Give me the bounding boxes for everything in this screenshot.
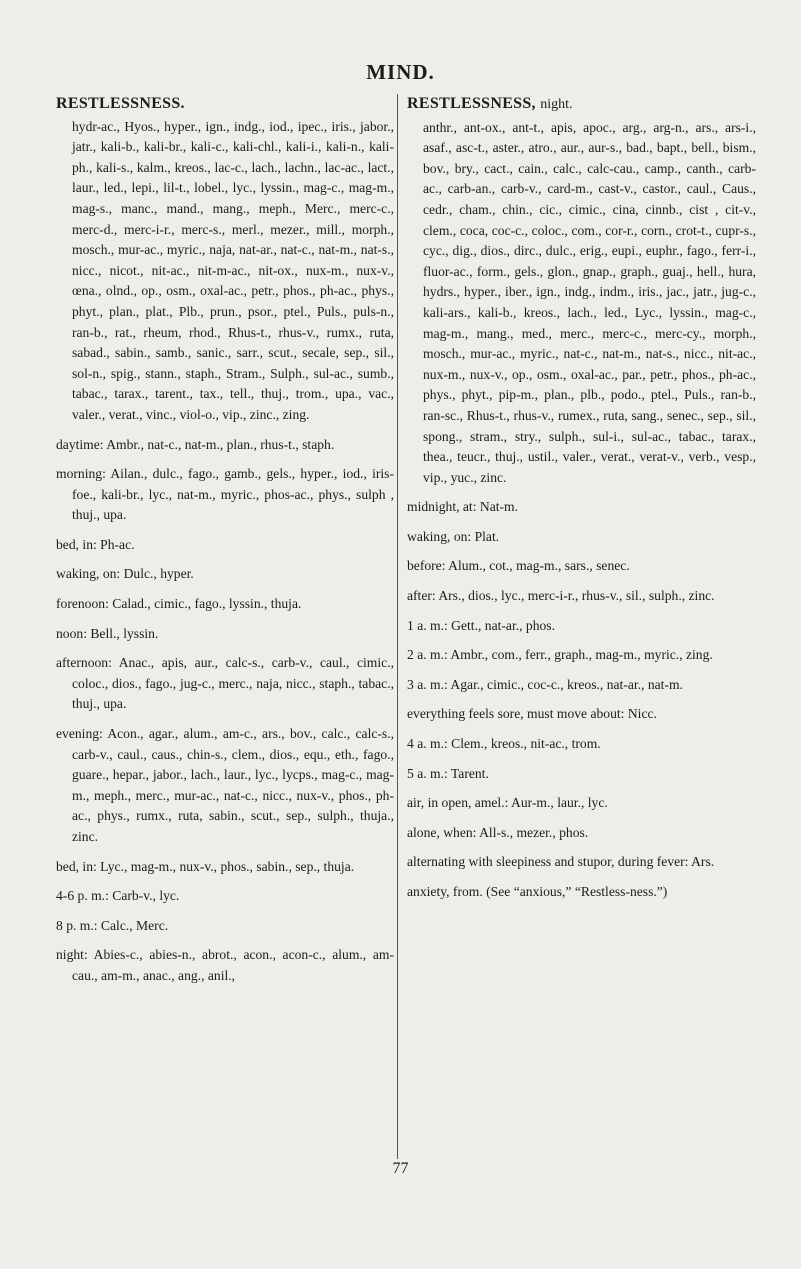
rubric-midnight-waking: waking, on: Plat. — [407, 528, 500, 544]
rubric-evening-bed: bed, in: Lyc., mag-m., nux-v., phos., sabin., sep., thuja. — [56, 858, 355, 874]
left-column — [56, 94, 394, 996]
rubric-3-am-sore: everything feels sore, must move about: Nicc. — [407, 706, 657, 722]
rubric-morning-bed: bed, in: Ph-ac. — [56, 536, 135, 552]
rubric-4-6-pm: 4-6 p. m.: Carb-v., lyc. — [56, 888, 180, 904]
rubric-open-air: air, in open, amel.: Aur-m., laur., lyc. — [407, 795, 608, 811]
page-number: 77 — [392, 1160, 409, 1177]
rubric-night-continued: anthr., ant-ox., ant-t., apis, apoc., arg., arg-n., ars., ars-i., asaf., asc-t., aster., atro., aur., aur-s., bad., bapt., bell., bism., bov., bry., cact., cain., calc., calc-cau., camp., canth., carb-ac., carb-an., carb-v., card-m., cast-v., castor., caul., Caus., cedr., cham., chin., cic., cimic., cina, cinnb., cist , cit-v., clem., coca, coc-c., coloc., com., cor-r., corn., crot-t., cupr-s., cyc., dig., dios., dirc., dulc., erig., eupi., euphr., fago., ferr-i., fluor-ac., form., gels., glon., gnap., graph., guaj., hell., hura, hydrs., hyper., iber., ign., indg., indm., iris., jac., jatr., jug-c., kali-ars., kali-b., kreos., lach., led., Lyc., lyssin., mag-c., mag-m., mang., med., merc., merc-c., merc-cy., morph., mosch., mur-ac., myric., nat-c., nat-m., nat-s., nicc., nit-ac., nux-m., nux-v., op., osm., oxal-ac., par., petr., phos., ph-ac., phys., phyt., pip-m., plan., plb., podo., ptel., Puls., ran-b., ran-sc., Rhus-t., rhus-v., rumex., ruta, sang., senec., sep., sil., spong., stram., stry., sulph., sul-i., sul-ac., tabac., tarax., thea., teucr., thuj., ustil., valer., verat., verat-v., verb., vesp., vip., yuc., zinc. — [423, 119, 756, 485]
rubric-afternoon: afternoon: Anac., apis, aur., calc-s., carb-v., caul., cimic., coloc., dios., fago., jug-c., merc., naja, nicc., staph., tabac., thuj., upa. — [56, 655, 394, 712]
rubric-4-am: 4 a. m.: Clem., kreos., nit-ac., trom. — [407, 736, 601, 752]
rubric-5-am: 5 a. m.: Tarent. — [407, 765, 489, 781]
running-head: MIND. — [366, 60, 435, 84]
rubric-daytime: daytime: Ambr., nat-c., nat-m., plan., rhus-t., staph. — [56, 436, 335, 452]
rubric-1-am: 1 a. m.: Gett., nat-ar., phos. — [407, 617, 555, 633]
heading-main: RESTLESSNESS, — [407, 95, 536, 112]
rubric-3-am: 3 a. m.: Agar., cimic., coc-c., kreos., nat-ar., nat-m. — [407, 676, 683, 692]
rubric-anxiety: anxiety, from. (See “anxious,” “Restless-ness.”) — [407, 884, 668, 899]
heading-sub: night. — [540, 97, 573, 112]
rubric-forenoon: forenoon: Calad., cimic., fago., lyssin., thuja. — [56, 596, 302, 612]
rubric-main-remedies: hydr-ac., Hyos., hyper., ign., indg., iod., ipec., iris., jabor., jatr., kali-b., kali-br., kali-c., kali-chl., kali-i., kali-n., kali-ph., kali-s., kalm., kreos., lac-c., lach., lachn., lac-ac., lact., laur., led., lepi., lil-t., lobel., lyc., lyssin., mag-c., mag-m., mag-s., manc., mand., mang., meph., Merc., merc-c., merc-d., merc-i-r., merc-s., merl., mezer., mill., morph., mosch., mur-ac., myric., naja, nat-ar., nat-c., nat-m., nat-s., nicc., nicot., nit-ac., nit-m-ac., nit-ox., nux-m., nux-v., œna., olnd., op., osm., oxal-ac., petr., phos., ph-ac., phys., phyt., plan., plat., Plb., prun., psor., ptel., Puls., puls-n., ran-b., rat., rheum, rhod., Rhus-t., rhus-v., rumx., ruta, sabad., sabin., samb., sanic., sarr., scut., secale, sep., sil., sol-n., spig., stann., staph., Stram., Sulph., sul-ac., sumb., tabac., tarax., tarent., tax., tell., thuj., trom., upa., vac., valer., verat., vinc., viol-o., vip., zinc., zing. — [72, 118, 394, 422]
rubric-2-am: 2 a. m.: Ambr., com., ferr., graph., mag-m., myric., zing. — [407, 647, 713, 663]
rubric-morning: morning: Ailan., dulc., fago., gamb., gels., hyper., iod., iris-foe., kali-br., lyc., nat-m., myric., phos-ac., phys., sulph , thuj., upa. — [56, 466, 394, 523]
rubric-alternating: alternating with sleepiness and stupor, during fever: Ars. — [407, 854, 715, 870]
section-heading-restlessness-night — [407, 94, 756, 116]
rubric-after-midnight: after: Ars., dios., lyc., merc-i-r., rhus-v., sil., sulph., zinc. — [407, 588, 715, 604]
rubric-alone: alone, when: All-s., mezer., phos. — [407, 824, 589, 840]
rubric-midnight: midnight, at: Nat-m. — [407, 499, 519, 515]
right-column — [397, 94, 756, 1159]
rubric-noon: noon: Bell., lyssin. — [56, 625, 159, 641]
rubric-8-pm: 8 p. m.: Calc., Merc. — [56, 917, 169, 933]
section-heading-restlessness: RESTLESSNESS. — [56, 95, 185, 112]
rubric-evening: evening: Acon., agar., alum., am-c., ars., bov., calc., calc-s., carb-v., caul., caus., chin-s., clem., dios., equ., eth., fago., guare., hepar., jabor., lach., laur., lyc., lycps., mag-c., mag-m., meph., merc., mur-ac., nat-c., nicc., nux-v., phos., ph-ac., phys., rumx., ruta, sabin., scut., sep., sulph., thuja., zinc. — [56, 726, 394, 844]
rubric-morning-waking: waking, on: Dulc., hyper. — [56, 566, 194, 582]
rubric-before-midnight: before: Alum., cot., mag-m., sars., senec. — [407, 558, 630, 574]
rubric-night: night: Abies-c., abies-n., abrot., acon., acon-c., alum., am-cau., am-m., anac., ang., anil., — [56, 947, 394, 983]
